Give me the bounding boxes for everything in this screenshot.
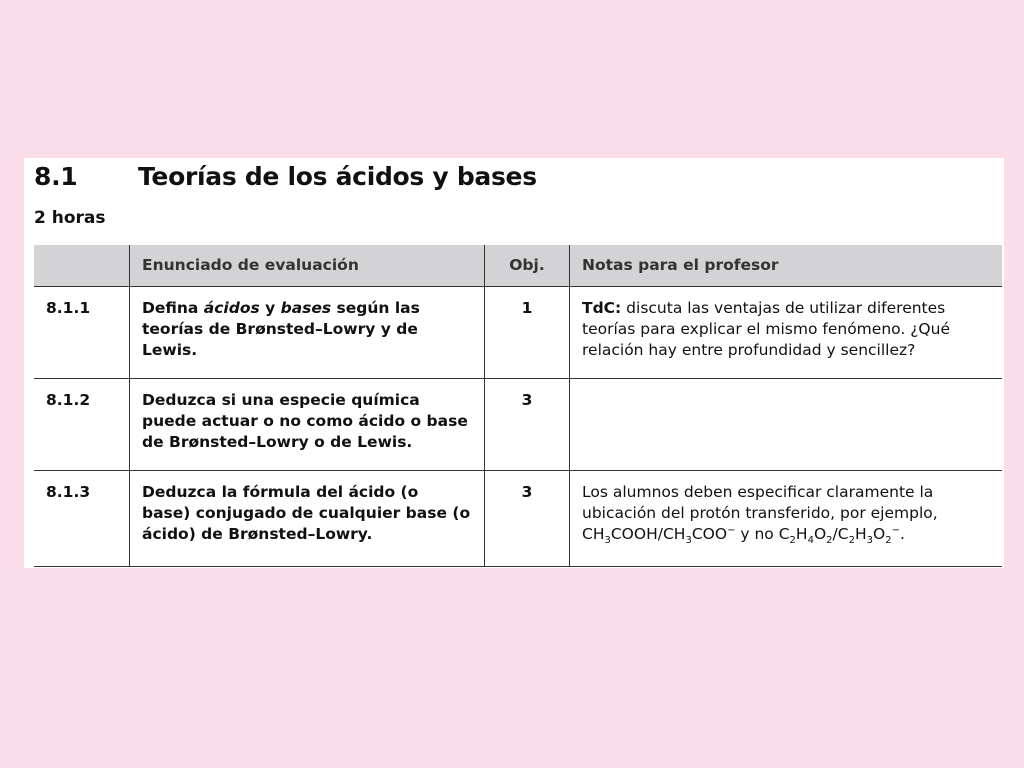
- row-statement: Deduzca si una especie química puede actuar o no como ácido o base de Brønsted–Lowry o de Lewis.: [130, 379, 485, 471]
- header-objective: Obj.: [485, 245, 570, 287]
- row-notes: [570, 379, 1003, 471]
- notes-text: Los alumnos deben especificar claramente la ubicación del protón transferido, por ejemplo,: [582, 483, 938, 522]
- row-objective: 3: [485, 471, 570, 567]
- notes-text: discuta las ventajas de utilizar diferentes teorías para explicar el mismo fenómeno. ¿Qué relación hay entre profundidad y sencillez?: [582, 299, 950, 359]
- document-sheet: [24, 158, 1004, 568]
- row-objective: 3: [485, 379, 570, 471]
- assessment-table: [34, 245, 1002, 567]
- statement-emphasis: ácidos: [203, 299, 260, 317]
- tok-label: TdC:: [582, 299, 622, 317]
- table-row: [34, 379, 1002, 471]
- statement-text: según las teorías de Brønsted–Lowry y de Lewis.: [142, 299, 420, 359]
- row-statement: [130, 287, 485, 379]
- row-code: 8.1.1: [34, 287, 130, 379]
- table-row: [34, 287, 1002, 379]
- section-hours: 2 horas: [34, 208, 106, 228]
- section-heading: [34, 162, 537, 191]
- chemical-formula: $CH_3COOH/CH_3COO^-$ y no $C_2H_4O_2/C_2H_3O_2^-$.: [582, 524, 905, 547]
- table-row: [34, 471, 1002, 567]
- statement-text: y: [259, 299, 281, 317]
- header-statement: Enunciado de evaluación: [130, 245, 485, 287]
- statement-text: Defina: [142, 299, 204, 317]
- header-notes: Notas para el profesor: [570, 245, 1003, 287]
- section-number: 8.1: [34, 162, 78, 191]
- statement-emphasis: bases: [280, 299, 332, 317]
- row-statement: Deduzca la fórmula del ácido (o base) conjugado de cualquier base (o ácido) de Brønsted–Lowry.: [130, 471, 485, 567]
- header-code: [34, 245, 130, 287]
- row-code: 8.1.2: [34, 379, 130, 471]
- row-objective: 1: [485, 287, 570, 379]
- section-title: Teorías de los ácidos y bases: [138, 162, 537, 191]
- row-notes: [570, 471, 1003, 567]
- row-code: 8.1.3: [34, 471, 130, 567]
- table-header-row: [34, 245, 1002, 287]
- row-notes: [570, 287, 1003, 379]
